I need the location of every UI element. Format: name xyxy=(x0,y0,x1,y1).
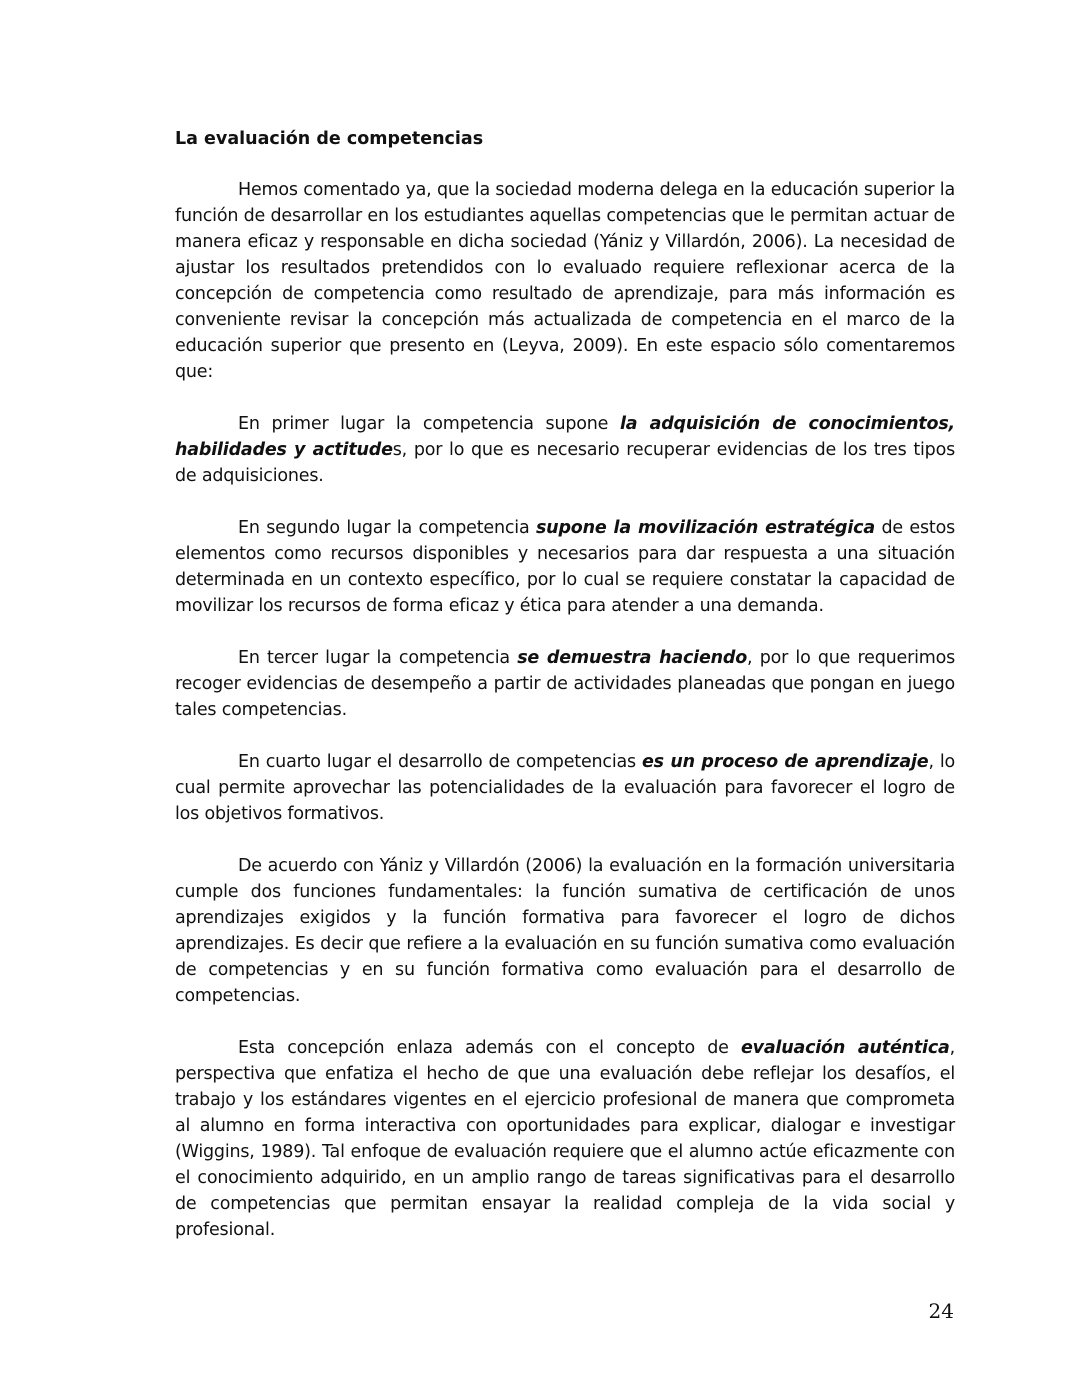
paragraph-authentic-evaluation xyxy=(175,1035,955,1243)
paragraph-evaluation-functions xyxy=(175,853,955,1009)
emphasized-text: se demuestra haciendo xyxy=(517,648,748,668)
paragraph-first-point xyxy=(175,411,955,489)
paragraph-text: de estos elementos como recursos disponibles y necesarios para dar respuesta a una situación determinada en un contexto específico, por lo cual se requiere constatar la capacidad de movilizar los recursos de forma eficaz y ética para atender a una demanda. xyxy=(175,518,955,616)
section-heading: La evaluación de competencias xyxy=(175,129,484,149)
paragraph-fourth-point xyxy=(175,749,955,827)
emphasized-text: es un proceso de aprendizaje xyxy=(641,752,929,772)
emphasized-text: supone la movilización estratégica xyxy=(535,518,875,538)
paragraph-text: Esta concepción enlaza además con el concepto de xyxy=(238,1038,741,1058)
paragraph-third-point xyxy=(175,645,955,723)
emphasized-text: la adquisición de conocimientos, habilidades y actitude xyxy=(175,414,955,460)
document-page xyxy=(175,126,955,1269)
paragraph-text: En segundo lugar la competencia xyxy=(238,518,536,538)
paragraph-text: , lo cual permite aprovechar las potencialidades de la evaluación para favorecer el logro de los objetivos formativos. xyxy=(175,752,955,824)
paragraph-text: , por lo que requerimos recoger evidencias de desempeño a partir de actividades planeadas que pongan en juego tales competencias. xyxy=(175,648,956,720)
paragraph-text: , perspectiva que enfatiza el hecho de que una evaluación debe reflejar los desafíos, el trabajo y los estándares vigentes en el ejercicio profesional de manera que comprometa al alumno en forma interactiva con oportunidades para explicar, dialogar e investigar (Wiggins, 1989). Tal enfoque de evaluación requiere que el alumno actúe eficazmente con el conocimiento adquirido, en un amplio rango de tareas significativas para el desarrollo de competencias que permitan ensayar la realidad compleja de la vida social y profesional. xyxy=(175,1038,955,1240)
paragraph-text: En cuarto lugar el desarrollo de competencias xyxy=(238,752,642,772)
paragraph-intro xyxy=(175,177,955,385)
paragraph-text: En primer lugar la competencia supone xyxy=(238,414,620,434)
paragraph-text: Hemos comentado ya, que la sociedad moderna delega en la educación superior la función de desarrollar en los estudiantes aquellas competencias que le permitan actuar de manera eficaz y responsable en dicha sociedad (Yániz y Villardón, 2006). La necesidad de ajustar los resultados pretendidos con lo evaluado requiere reflexionar acerca de la concepción de competencia como resultado de aprendizaje, para más información es conveniente revisar la concepción más actualizada de competencia en el marco de la educación superior que presento en (Leyva, 2009). En este espacio sólo comentaremos que: xyxy=(175,180,955,382)
paragraph-text: s, por lo que es necesario recuperar evidencias de los tres tipos de adquisiciones. xyxy=(175,440,955,486)
paragraph-text: De acuerdo con Yániz y Villardón (2006) la evaluación en la formación universitaria cumple dos funciones fundamentales: la función sumativa de certificación de unos aprendizajes exigidos y la función formativa para favorecer el logro de dichos aprendizajes. Es decir que refiere a la evaluación en su función sumativa como evaluación de competencias y en su función formativa como evaluación para el desarrollo de competencias. xyxy=(175,856,955,1006)
emphasized-text: evaluación auténtica xyxy=(740,1038,950,1058)
page-number: 24 xyxy=(928,1299,954,1323)
paragraph-text: En tercer lugar la competencia xyxy=(238,648,518,668)
paragraph-second-point xyxy=(175,515,955,619)
